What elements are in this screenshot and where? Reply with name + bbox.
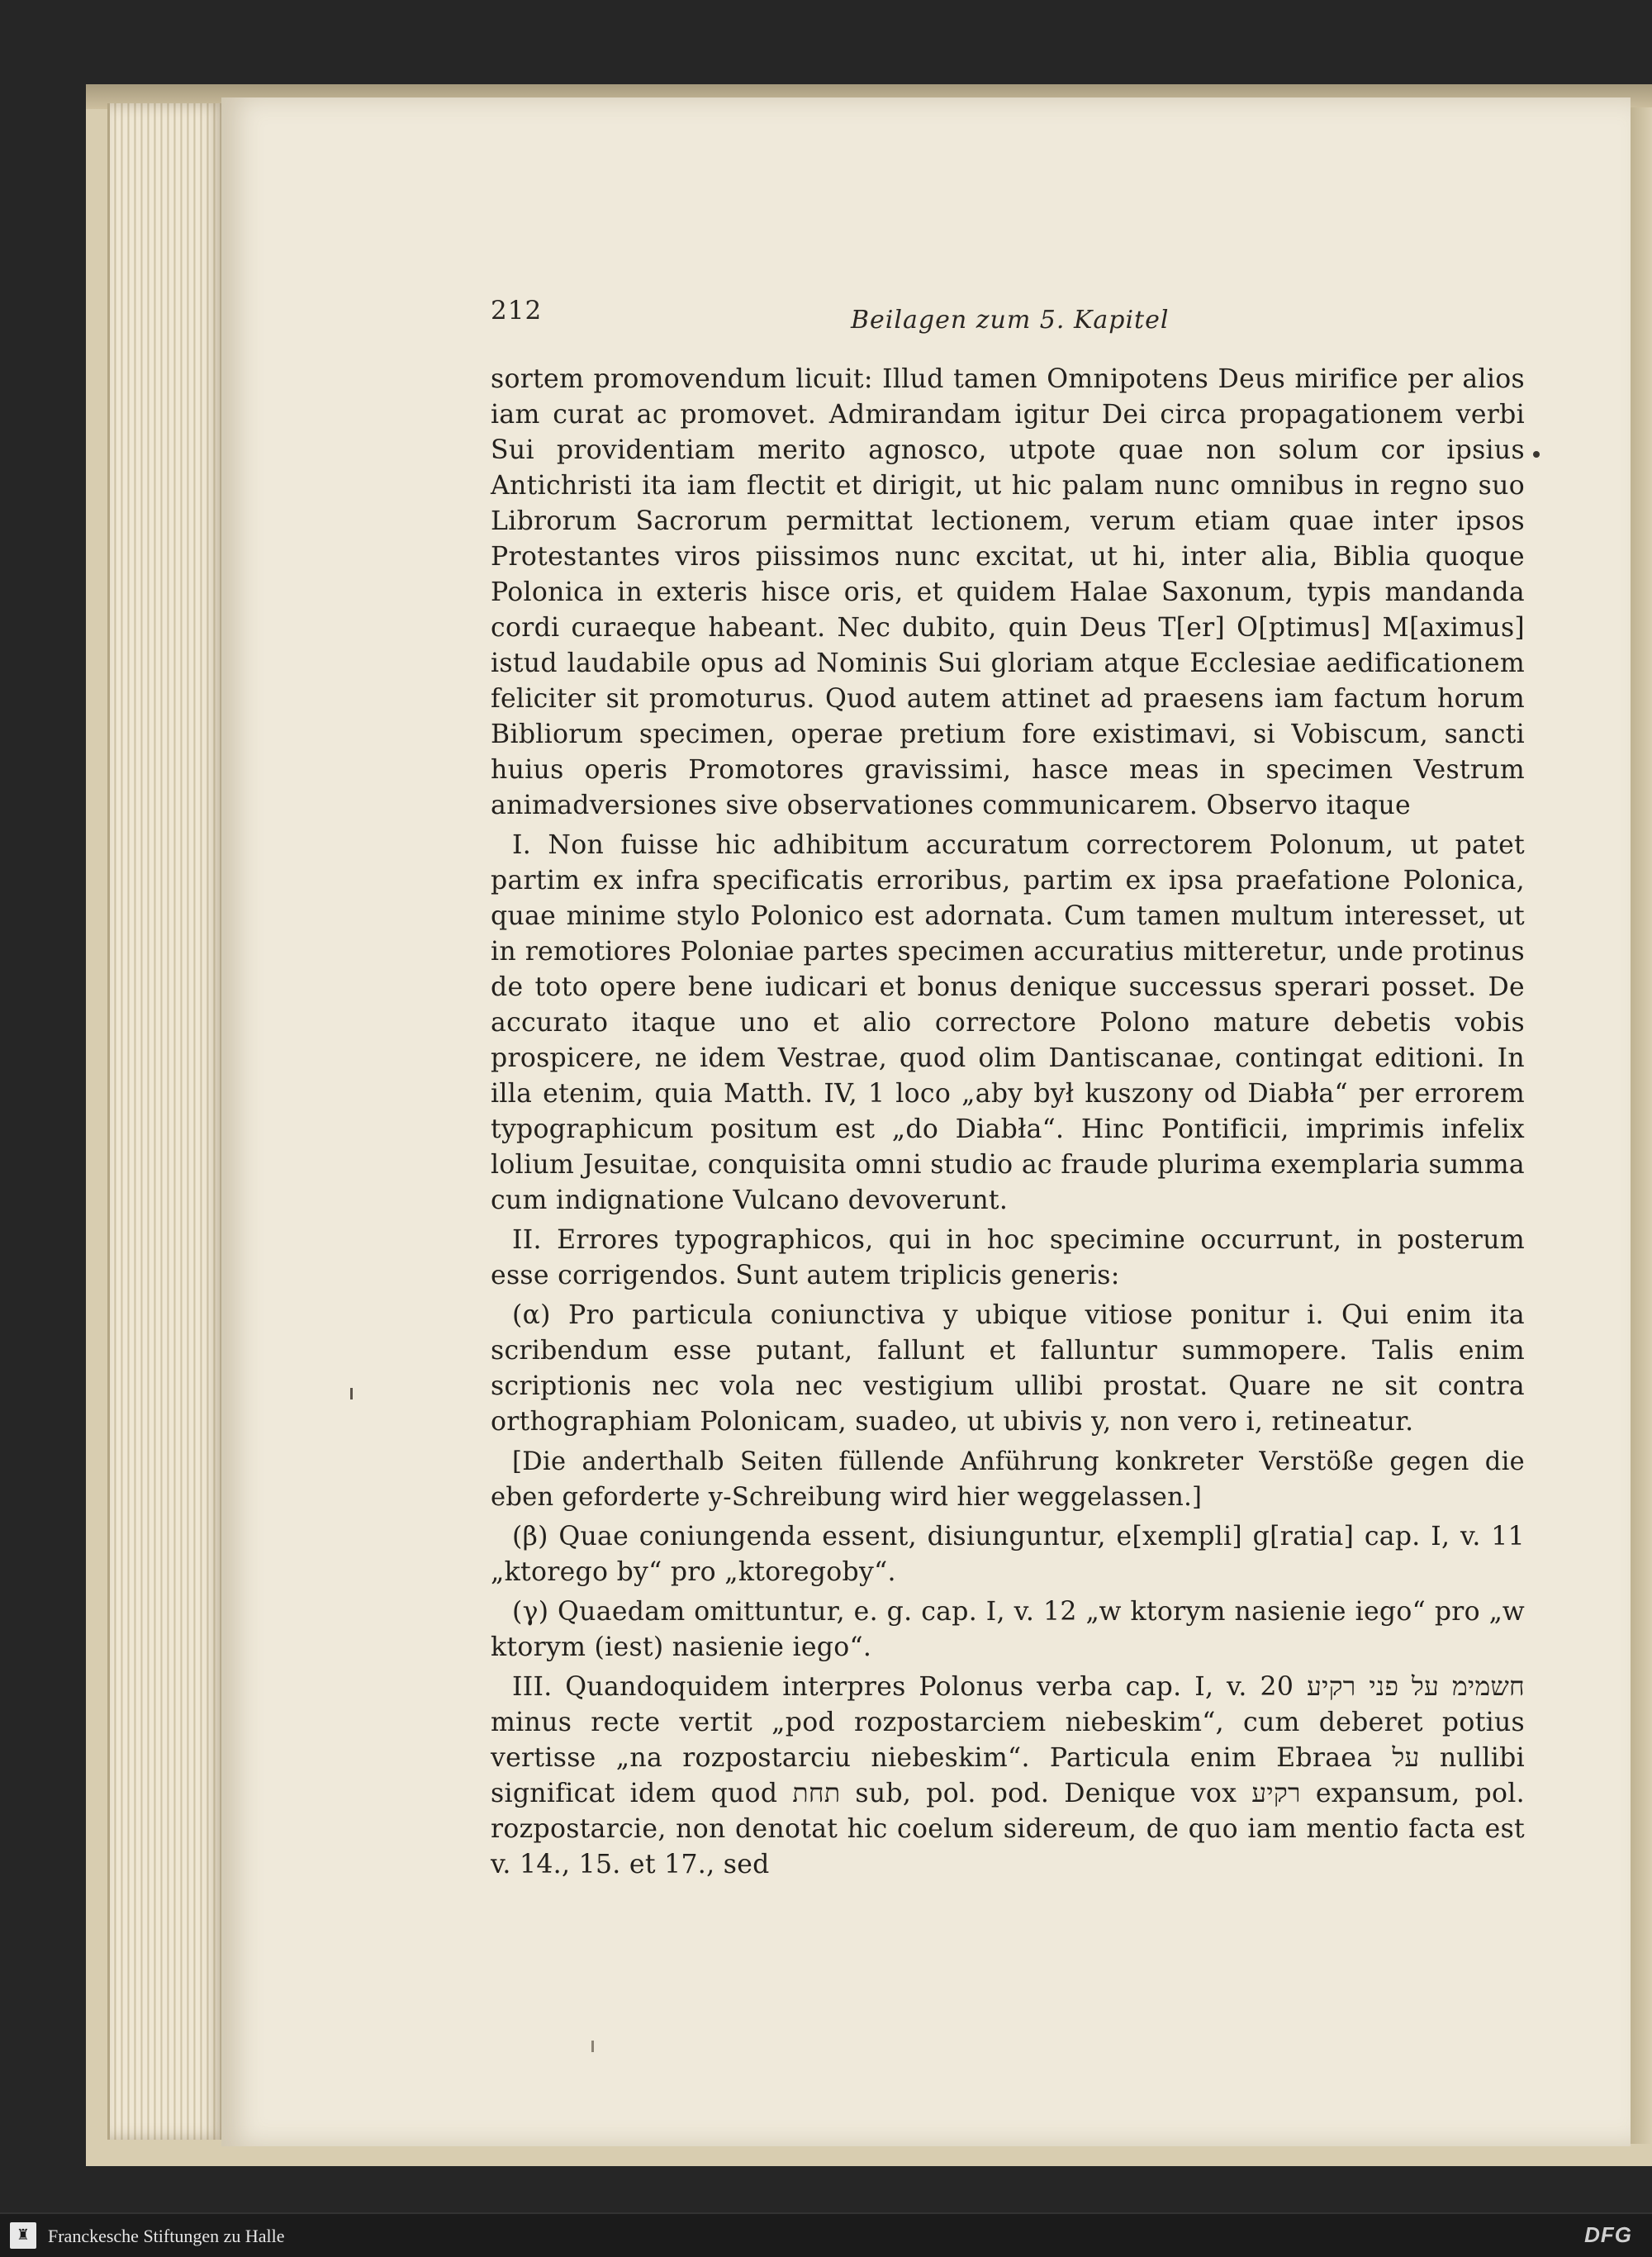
p3-mid-1: minus recte vertit „pod rozpostarciem niebeskim“, cum deberet potius vertisse „na rozpostarciu niebeskim“. Particula enim Ebraea [491, 1708, 1525, 1773]
margin-tick [350, 1388, 353, 1399]
hebrew-phrase: חשמימ על פני רקיע [1306, 1672, 1525, 1702]
paragraph-point-three [491, 1670, 1525, 1883]
page-stack-edges [107, 103, 225, 2140]
hebrew-word-rakia: רקיע [1251, 1779, 1301, 1808]
paragraph-beta: (β) Quae coniungenda essent, disiunguntur, e[xempli] g[ratia] cap. I, v. 11 „ktorego by“ pro „ktoregoby“. [491, 1522, 1525, 1587]
dfg-logo: DFG [1584, 2222, 1632, 2247]
running-head: Beilagen zum 5. Kapitel [851, 306, 1170, 335]
p3-mid-2: nullibi significat idem quod [491, 1743, 1525, 1808]
paragraph-point-two: II. Errores typographicos, qui in hoc specimine occurrunt, in posterum esse corrigendos. Sunt autem triplicis generis: [491, 1225, 1525, 1290]
institution-name: Franckesche Stiftungen zu Halle [48, 2226, 285, 2246]
hebrew-word-tachat: תחת [792, 1779, 841, 1808]
page-number: 212 [491, 296, 543, 325]
p3-lead: III. Quandoquidem interpres Polonus verba cap. I, v. 20 [512, 1672, 1294, 1702]
institution-logo-icon: ♜ [10, 2222, 36, 2249]
p3-mid-3: sub, pol. pod. Denique vox [855, 1779, 1237, 1808]
hebrew-word-al: על [1392, 1743, 1420, 1773]
paragraph-opening: sortem promovendum licuit: Illud tamen Omnipotens Deus mirifice per alios iam curat ac promovet. Admirandam igitur Dei circa propagationem verbi Sui providentiam merito agnosco, utpote quae non solum cor ipsius Antichristi ita iam flectit et dirigit, ut hic palam nunc omnibus in regno suo Librorum Sacrorum permittat lectionem, verum etiam quae inter ipsos Protestantes viros piissimos nunc excitat, ut hi, inter alia, Biblia quoque Polonica in exteris hisce oris, et quidem Halae Saxonum, typis mandanda cordi curaeque habeant. Nec dubito, quin Deus T[er] O[ptimus] M[aximus] istud laudabile opus ad Nominis Sui gloriam atque Ecclesiae aedificationem feliciter sit promoturus. Quod autem attinet ad praesens iam factum horum Bibliorum specimen, operae pretium fore existimavi, si Vobiscum, sancti huius operis Promotores gravissimi, hasce meas in specimen Vestrum animadversiones sive observationes communicarem. Observo itaque [491, 364, 1525, 820]
footer-bar [0, 2212, 1652, 2257]
body-text [491, 362, 1525, 1887]
paragraph-point-one: I. Non fuisse hic adhibitum accuratum correctorem Polonum, ut patet partim ex infra specificatis erroribus, partim ex ipsa praefatione Polonica, quae minime stylo Polonico est adornata. Cum tamen multum interesset, ut in remotiores Poloniae partes specimen accuratius mitteretur, unde protinus de toto opere bene iudicari et bonus denique successus sperari posset. De accurato itaque uno et alio correctore Polono mature debetis vobis prospicere, ne idem Vestrae, quod olim Dantiscanae, contingat editioni. In illa etenim, quia Matth. IV, 1 loco „aby był kuszony od Diabła“ per errorem typographicum positum est „do Diabła“. Hinc Pontificii, imprimis infelix lolium Jesuitae, conquisita omni studio ac fraude plurima exemplaria summa cum indignatione Vulcano devoverunt. [491, 830, 1525, 1215]
p3-tail: expansum, pol. rozpostarcie, non denotat hic coelum sidereum, de quo iam mentio facta est v. 14., 15. et 17., sed [491, 1779, 1525, 1879]
paragraph-alpha: (α) Pro particula coniunctiva y ubique vitiose ponitur i. Qui enim ita scribendum esse putant, fallunt et falluntur summopere. Talis enim scriptionis nec vola nec vestigium ullibi prostat. Quare ne sit contra orthographiam Polonicam, suadeo, ut ubivis y, non vero i, retineatur. [491, 1300, 1525, 1437]
margin-mark [1533, 451, 1540, 458]
editorial-note: [Die anderthalb Seiten füllende Anführung konkreter Verstöße gegen die eben geforderte y-Schreibung wird hier weggelassen.] [491, 1447, 1525, 1512]
margin-tick-lower [591, 2041, 594, 2052]
paragraph-gamma: (γ) Quaedam omittuntur, e. g. cap. I, v. 12 „w ktorym nasienie iego“ pro „w ktorym (iest) nasienie iego“. [491, 1597, 1525, 1662]
